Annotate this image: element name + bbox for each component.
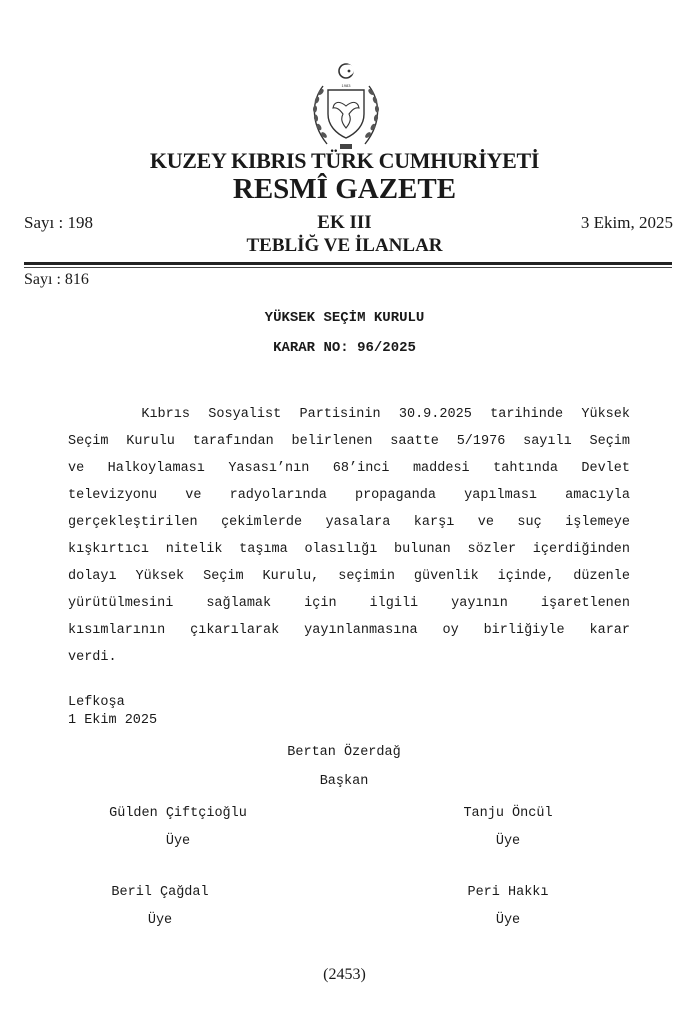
member-name: Peri Hakkı <box>467 885 549 900</box>
member-name: Tanju Öncül <box>463 806 553 821</box>
emblem-year: 1983 <box>341 83 351 88</box>
body-line: Kıbrıs Sosyalist Partisinin 30.9.2025 tarihinde Yüksek <box>68 407 630 422</box>
member-name: Beril Çağdal <box>111 885 209 900</box>
member-name: Gülden Çiftçioğlu <box>109 806 247 821</box>
section-title: TEBLİĞ VE İLANLAR <box>246 235 443 256</box>
body-line: televizyonu ve radyolarında propaganda yapılması amacıyla <box>68 488 630 503</box>
header-rule-thin <box>24 267 672 268</box>
member-role: Üye <box>495 834 521 849</box>
annex-label: EK III <box>317 212 372 233</box>
body-line: dolayı Yüksek Seçim Kurulu, seçimin güvenlik içinde, düzenle <box>68 569 630 584</box>
body-line: kısımlarının çıkarılarak yayınlanmasına oy birliğiyle karar <box>68 623 630 638</box>
body-line: ve Halkoylaması Yasası’nın 68’inci maddesi tahtında Devlet <box>68 461 630 476</box>
page-number: (2453) <box>323 966 366 983</box>
body-line: yürütülmesini sağlamak için ilgili yayının işaretlenen <box>68 596 630 611</box>
body-line: kışkırtıcı nitelik taşıma olasılığı bulunan sözler içerdiğinden <box>68 542 630 557</box>
state-emblem <box>303 62 389 154</box>
decision-number: KARAR NO: 96/2025 <box>273 340 416 356</box>
body-line: Seçim Kurulu tarafından belirlenen saatte 5/1976 sayılı Seçim <box>68 434 630 449</box>
emblem-icon <box>303 62 389 154</box>
member-role: Üye <box>165 834 191 849</box>
member-role: Üye <box>147 913 173 928</box>
header-rule-thick <box>24 262 672 265</box>
decision-date: 1 Ekim 2025 <box>68 713 158 728</box>
chair-role: Başkan <box>319 774 369 789</box>
gazette-title: RESMÎ GAZETE <box>232 173 457 205</box>
place: Lefkoşa <box>68 695 125 710</box>
notice-number: Sayı : 816 <box>24 271 89 288</box>
country-name: KUZEY KIBRIS TÜRK CUMHURİYETİ <box>149 148 540 173</box>
authority-heading: YÜKSEK SEÇİM KURULU <box>264 310 425 326</box>
issue-date: 3 Ekim, 2025 <box>580 213 673 232</box>
issue-number: Sayı : 198 <box>24 213 93 232</box>
chair-name: Bertan Özerdağ <box>287 745 401 760</box>
member-role: Üye <box>495 913 521 928</box>
body-line: verdi. <box>68 650 117 665</box>
body-line: gerçekleştirilen çekimlerde yasalara karşı ve suç işlemeye <box>68 515 630 530</box>
